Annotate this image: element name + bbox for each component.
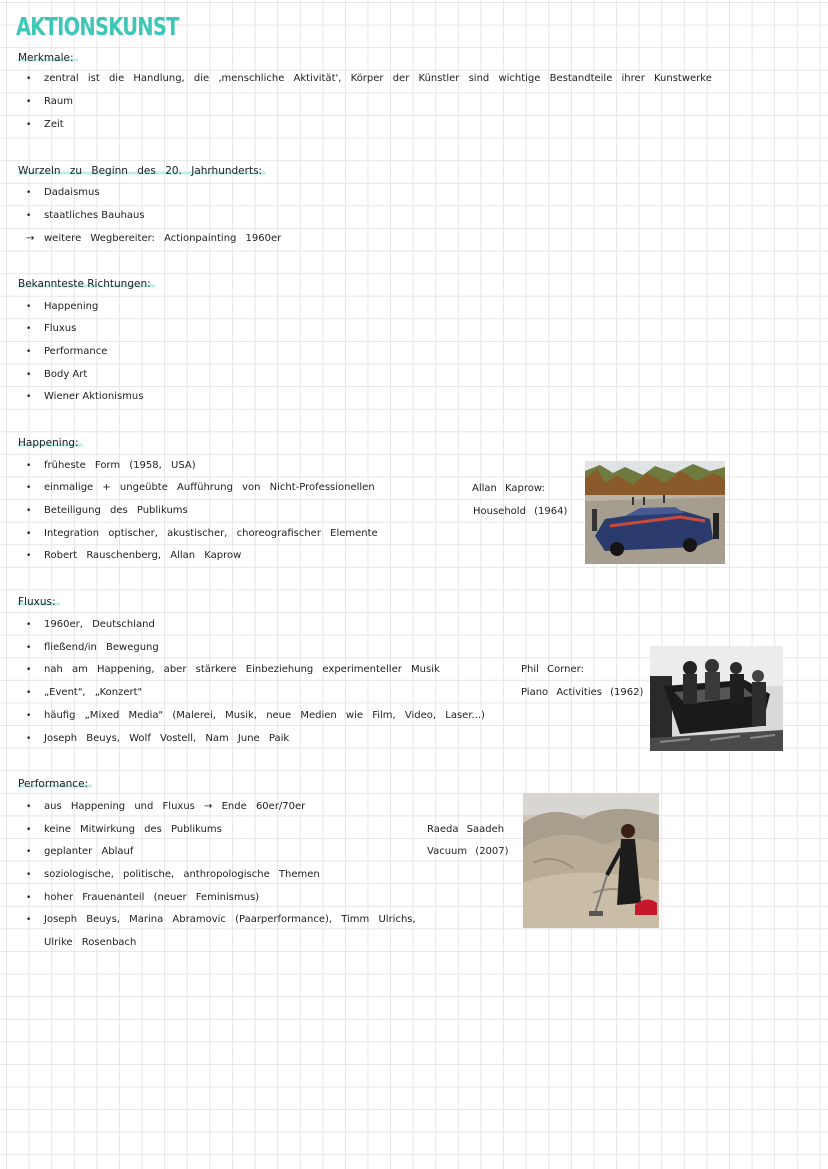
caption-artist-kaprow: Allan Kaprow: (472, 483, 545, 494)
heading-performance: Performance: (18, 778, 92, 790)
bullet-icon: • (26, 211, 32, 221)
list-item: • fließend/in Bewegung (26, 642, 159, 653)
list-item: • Integration optischer, akustischer, choreografischer Elemente (26, 528, 378, 539)
bullet-icon: • (26, 97, 32, 107)
bullet-icon: • (26, 324, 32, 334)
caption-work-piano: Piano Activities (1962) (521, 687, 644, 698)
photo-vacuum (523, 793, 659, 928)
bullet-icon: • (26, 734, 32, 744)
bullet-icon: • (26, 370, 32, 380)
list-item: • aus Happening und Fluxus → Ende 60er/70er (26, 801, 306, 812)
list-item: • soziologische, politische, anthropologische Themen (26, 869, 320, 880)
list-item: • geplanter Ablauf (26, 846, 134, 857)
heading-merkmale: Merkmale: (18, 52, 78, 64)
list-item: • Happening (26, 301, 99, 312)
bullet-icon: • (26, 347, 32, 357)
bullet-icon: • (26, 711, 32, 721)
list-item-arrow: → weitere Wegbereiter: Actionpainting 1960er (26, 233, 282, 244)
list-item-continuation: Ulrike Rosenbach (44, 937, 137, 948)
bullet-icon: • (26, 665, 32, 675)
list-item: • Body Art (26, 369, 88, 380)
list-item: • zentral ist die Handlung, die ‚menschliche Aktivität', Körper der Künstler sind wichtige Bestandteile ihrer Kunstwerke (26, 73, 712, 84)
list-item: • Fluxus (26, 323, 77, 334)
bullet-icon: • (26, 392, 32, 402)
list-item: • hoher Frauenanteil (neuer Feminismus) (26, 892, 260, 903)
bullet-icon: • (26, 74, 32, 84)
list-item: • nah am Happening, aber stärkere Einbeziehung experimenteller Musik (26, 664, 440, 675)
bullet-icon: • (26, 847, 32, 857)
heading-happening: Happening: (18, 437, 83, 449)
caption-work-household: Household (1964) (473, 506, 568, 517)
bullet-icon: • (26, 302, 32, 312)
list-item: • „Event", „Konzert" (26, 687, 143, 698)
bullet-icon: • (26, 188, 32, 198)
caption-work-vacuum: Vacuum (2007) (427, 846, 509, 857)
heading-fluxus: Fluxus: (18, 596, 60, 608)
photo-piano-activities (650, 646, 783, 751)
bullet-icon: • (26, 870, 32, 880)
bullet-icon: • (26, 529, 32, 539)
bullet-icon: • (26, 506, 32, 516)
list-item: • früheste Form (1958, USA) (26, 460, 196, 471)
list-item: • häufig „Mixed Media" (Malerei, Musik, neue Medien wie Film, Video, Laser...) (26, 710, 485, 721)
list-item: • Wiener Aktionismus (26, 391, 144, 402)
list-item: • Zeit (26, 119, 64, 130)
bullet-icon: • (26, 483, 32, 493)
list-item: • Dadaismus (26, 187, 100, 198)
bullet-icon: • (26, 802, 32, 812)
list-item: • Beteiligung des Publikums (26, 505, 188, 516)
bullet-icon: • (26, 620, 32, 630)
bullet-icon: • (26, 893, 32, 903)
photo-household (585, 461, 725, 564)
list-item: • Joseph Beuys, Wolf Vostell, Nam June Paik (26, 733, 290, 744)
heading-richtungen: Bekannteste Richtungen: (18, 278, 155, 290)
heading-wurzeln: Wurzeln zu Beginn des 20. Jahrhunderts: (18, 165, 266, 177)
right-arrow-icon: → (26, 233, 35, 244)
list-item: • keine Mitwirkung des Publikums (26, 824, 222, 835)
bullet-icon: • (26, 915, 32, 925)
list-item: • 1960er, Deutschland (26, 619, 155, 630)
list-item: • Performance (26, 346, 108, 357)
bullet-icon: • (26, 688, 32, 698)
bullet-icon: • (26, 551, 32, 561)
bullet-icon: • (26, 643, 32, 653)
list-item: • einmalige + ungeübte Aufführung von Nicht-Professionellen (26, 482, 375, 493)
caption-artist-corner: Phil Corner: (521, 664, 584, 675)
list-item: • Joseph Beuys, Marina Abramovic (Paarperformance), Timm Ulrichs, (26, 914, 416, 925)
bullet-icon: • (26, 461, 32, 471)
list-item: • staatliches Bauhaus (26, 210, 145, 221)
caption-artist-saadeh: Raeda Saadeh (427, 824, 505, 835)
bullet-icon: • (26, 120, 32, 130)
list-item: • Raum (26, 96, 73, 107)
bullet-icon: • (26, 825, 32, 835)
page-title: AKTIONSKUNST (16, 12, 179, 41)
list-item: • Robert Rauschenberg, Allan Kaprow (26, 550, 242, 561)
